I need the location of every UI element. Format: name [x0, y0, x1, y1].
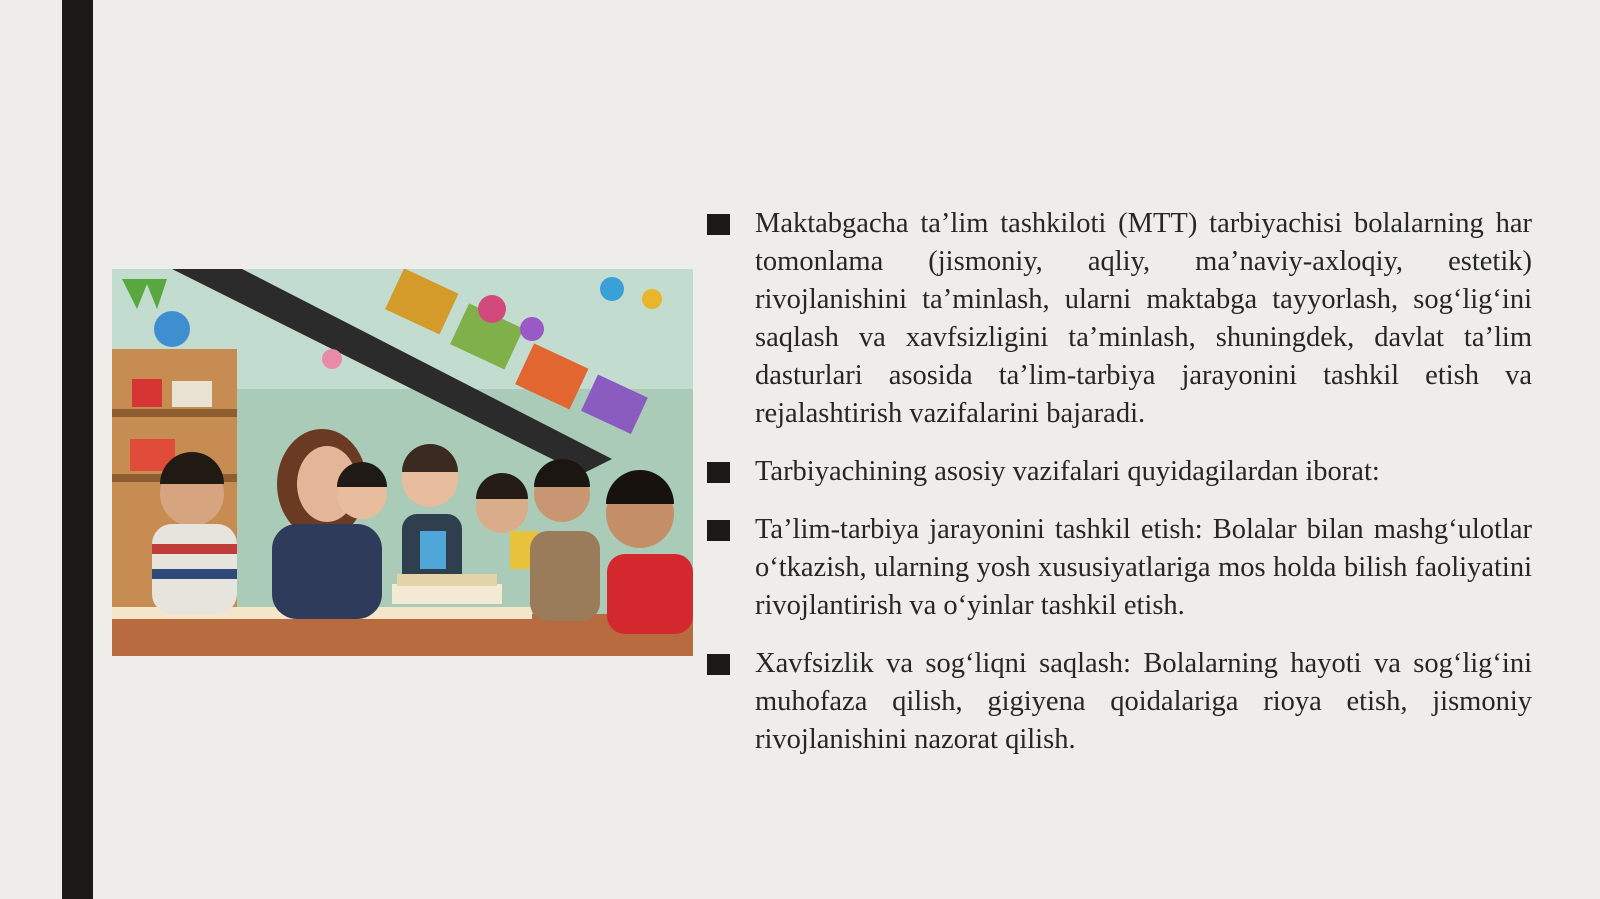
- square-bullet-icon: [707, 462, 730, 483]
- bullet-item-safety-health: [707, 645, 1532, 759]
- square-bullet-icon: [707, 214, 730, 235]
- accent-side-bar: [62, 0, 93, 899]
- bullet-list: [707, 205, 1532, 779]
- bullet-item-mtt-duties: [707, 205, 1532, 433]
- bullet-text: Xavfsizlik va sog‘liqni saqlash: Bolalarning hayoti va sog‘lig‘ini muhofaza qilish, gigiyena qoidalariga rioya etish, jismoniy rivojlanishini nazorat qilish.: [755, 648, 1532, 755]
- bullet-item-education-process: [707, 511, 1532, 625]
- bullet-text: Ta’lim-tarbiya jarayonini tashkil etish: Bolalar bilan mashg‘ulotlar o‘tkazish, ularning yosh xususiyatlariga mos holda bilish faoliyatini rivojlantirish va o‘yinlar tashkil etish.: [755, 514, 1532, 621]
- classroom-photo-illustration: [112, 269, 693, 656]
- square-bullet-icon: [707, 654, 730, 675]
- classroom-photo: [112, 269, 693, 656]
- bullet-text: Tarbiyachining asosiy vazifalari quyidagilardan iborat:: [755, 456, 1380, 487]
- square-bullet-icon: [707, 520, 730, 541]
- bullet-item-main-tasks: [707, 453, 1532, 491]
- bullet-text: Maktabgacha ta’lim tashkiloti (MTT) tarbiyachisi bolalarning har tomonlama (jismoniy, aqliy, ma’naviy-axloqiy, estetik) rivojlanishini ta’minlash, ularni maktabga tayyorlash, sog‘lig‘ini saqlash va xavfsizligini ta’minlash, shuningdek, davlat ta’lim dasturlari asosida ta’lim-tarbiya jarayonini tashkil etish va rejalashtirish vazifalarini bajaradi.: [755, 208, 1532, 429]
